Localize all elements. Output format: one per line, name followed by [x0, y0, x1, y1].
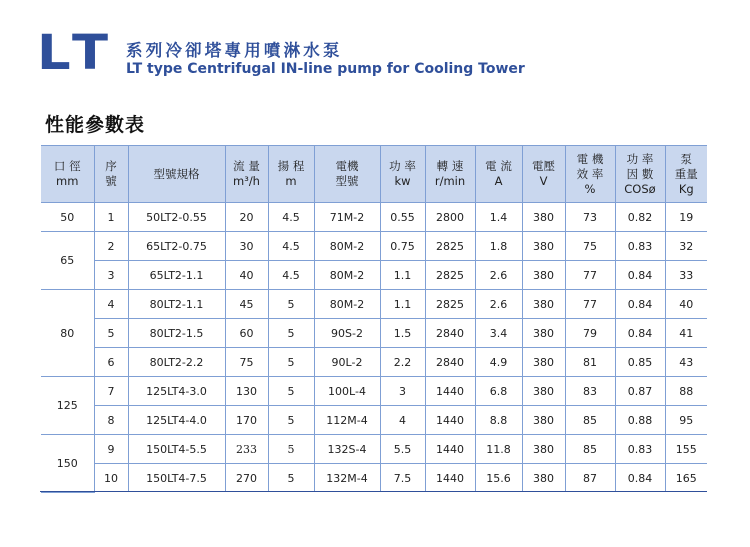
lt-logo: [37, 25, 106, 81]
table-cell: 2.2: [380, 348, 425, 377]
column-header: [225, 146, 268, 203]
table-cell: 2840: [425, 348, 475, 377]
table-cell: 2: [94, 232, 128, 261]
table-cell: 8: [94, 406, 128, 435]
table-cell: 8.8: [475, 406, 522, 435]
table-cell: 112M-4: [314, 406, 380, 435]
column-header: [268, 146, 314, 203]
table-cell: 380: [522, 319, 565, 348]
column-header-line2: V: [539, 174, 548, 188]
table-cell: 2800: [425, 203, 475, 232]
table-cell: 0.87: [615, 377, 665, 406]
table-cell: 270: [225, 464, 268, 493]
table-row: [41, 435, 707, 464]
table-row: [41, 348, 707, 377]
logo-letter-t: T: [71, 25, 106, 81]
table-cell: 165: [665, 464, 707, 493]
column-header: [94, 146, 128, 203]
table-cell: 90S-2: [314, 319, 380, 348]
table-cell: 41: [665, 319, 707, 348]
caliber-cell: 150: [41, 435, 94, 493]
table-cell: 0.84: [615, 261, 665, 290]
table-cell: 0.84: [615, 290, 665, 319]
table-cell: 19: [665, 203, 707, 232]
table-cell: 5: [268, 406, 314, 435]
table-cell: 0.85: [615, 348, 665, 377]
table-cell: 15.6: [475, 464, 522, 493]
table-cell: 132M-4: [314, 464, 380, 493]
table-cell: 380: [522, 377, 565, 406]
table-cell: 155: [665, 435, 707, 464]
table-cell: 2.6: [475, 290, 522, 319]
table-cell: 1440: [425, 435, 475, 464]
table-cell: 10: [94, 464, 128, 493]
column-header-line2: mm: [56, 174, 79, 188]
table-cell: 50LT2-0.55: [128, 203, 225, 232]
table-cell: 0.84: [615, 319, 665, 348]
table-row: [41, 377, 707, 406]
column-header-line2: m³/h: [233, 174, 260, 188]
column-header-line1: 序: [105, 159, 117, 173]
table-cell: 0.84: [615, 464, 665, 493]
column-header-line2: kw: [394, 174, 411, 188]
table-cell: 80M-2: [314, 232, 380, 261]
table-cell: 1.1: [380, 290, 425, 319]
table-cell: 4: [94, 290, 128, 319]
column-header-line3: %: [584, 181, 596, 196]
column-header: [565, 146, 615, 203]
table-row: [41, 203, 707, 232]
table-cell: 233: [225, 435, 268, 464]
table-cell: 65LT2-0.75: [128, 232, 225, 261]
column-header-line1: 功 率: [389, 159, 416, 173]
title-chinese: 系列冷卻塔專用噴淋水泵: [126, 41, 343, 60]
column-header-line1: 電機: [335, 159, 359, 173]
column-header-line1: 轉 速: [436, 159, 464, 173]
column-header-line2: 型號: [335, 174, 359, 188]
table-cell: 80LT2-2.2: [128, 348, 225, 377]
table-cell: 65LT2-1.1: [128, 261, 225, 290]
table-cell: 30: [225, 232, 268, 261]
table-cell: 3: [94, 261, 128, 290]
table-row: [41, 290, 707, 319]
table-cell: 5: [268, 319, 314, 348]
table-cell: 380: [522, 232, 565, 261]
table-cell: 5: [268, 377, 314, 406]
table-cell: 0.82: [615, 203, 665, 232]
column-header: [128, 146, 225, 203]
table-cell: 80M-2: [314, 261, 380, 290]
table-cell: 3: [380, 377, 425, 406]
table-cell: 6: [94, 348, 128, 377]
table-cell: 0.83: [615, 435, 665, 464]
table-cell: 5: [268, 348, 314, 377]
table-cell: 0.88: [615, 406, 665, 435]
table-cell: 132S-4: [314, 435, 380, 464]
column-header-line1: 電 機: [576, 151, 604, 166]
table-cell: 2840: [425, 319, 475, 348]
section-title: 性能參數表: [45, 114, 146, 136]
bottom-rule: [40, 491, 707, 492]
table-cell: 4.5: [268, 232, 314, 261]
table-cell: 77: [565, 290, 615, 319]
table-cell: 4: [380, 406, 425, 435]
table-cell: 380: [522, 348, 565, 377]
title-english: LT type Centrifugal IN-line pump for Cooling Tower: [126, 61, 525, 77]
table-body: [41, 203, 707, 493]
column-header-line1: 流 量: [233, 159, 260, 173]
column-header-line2: 號: [105, 174, 117, 188]
table-cell: 2825: [425, 290, 475, 319]
table-cell: 5: [268, 290, 314, 319]
column-header-line1: 揚 程: [277, 159, 305, 173]
table-cell: 2825: [425, 261, 475, 290]
table-cell: 1440: [425, 464, 475, 493]
table-cell: 0.75: [380, 232, 425, 261]
column-header-line2: m: [285, 174, 297, 188]
column-header: [41, 146, 94, 203]
table-cell: 11.8: [475, 435, 522, 464]
column-header-line2: 因 數: [626, 166, 654, 181]
table-cell: 83: [565, 377, 615, 406]
table-cell: 40: [225, 261, 268, 290]
table-cell: 380: [522, 406, 565, 435]
column-header: [665, 146, 707, 203]
table-cell: 170: [225, 406, 268, 435]
table-row: [41, 319, 707, 348]
table-cell: 1: [94, 203, 128, 232]
table-cell: 80LT2-1.5: [128, 319, 225, 348]
table-cell: 80M-2: [314, 290, 380, 319]
table-cell: 125LT4-4.0: [128, 406, 225, 435]
table-cell: 3.4: [475, 319, 522, 348]
caliber-cell: 125: [41, 377, 94, 435]
table-cell: 60: [225, 319, 268, 348]
table-cell: 1440: [425, 377, 475, 406]
table-cell: 4.5: [268, 203, 314, 232]
table-cell: 73: [565, 203, 615, 232]
column-header: [615, 146, 665, 203]
table-cell: 1.5: [380, 319, 425, 348]
table-cell: 75: [225, 348, 268, 377]
column-header-line1: 電壓: [532, 159, 555, 173]
table-cell: 77: [565, 261, 615, 290]
column-header-line2: 重量: [674, 166, 698, 181]
table-cell: 88: [665, 377, 707, 406]
table-cell: 0.83: [615, 232, 665, 261]
table-cell: 100L-4: [314, 377, 380, 406]
table-cell: 150LT4-7.5: [128, 464, 225, 493]
column-header-line1: 泵: [680, 151, 692, 166]
column-header-line1: 型號規格: [153, 166, 200, 181]
column-header: [522, 146, 565, 203]
column-header-line3: Kg: [678, 181, 694, 196]
table-cell: 85: [565, 435, 615, 464]
table-cell: 40: [665, 290, 707, 319]
table-cell: 0.55: [380, 203, 425, 232]
table-cell: 1.8: [475, 232, 522, 261]
table-cell: 20: [225, 203, 268, 232]
table-cell: 380: [522, 261, 565, 290]
table-cell: 87: [565, 464, 615, 493]
column-header-line1: 電 流: [485, 159, 512, 173]
table-cell: 71M-2: [314, 203, 380, 232]
table-cell: 1.4: [475, 203, 522, 232]
table-cell: 75: [565, 232, 615, 261]
column-header: [314, 146, 380, 203]
column-header-line1: 功 率: [626, 151, 654, 166]
table-cell: 1.1: [380, 261, 425, 290]
table-cell: 130: [225, 377, 268, 406]
table-cell: 6.8: [475, 377, 522, 406]
column-header-line1: 口 徑: [53, 159, 81, 173]
table-cell: 90L-2: [314, 348, 380, 377]
table-cell: 1440: [425, 406, 475, 435]
table-cell: 80LT2-1.1: [128, 290, 225, 319]
table-header-row: [41, 146, 707, 203]
table-cell: 380: [522, 203, 565, 232]
caliber-cell: 65: [41, 232, 94, 290]
table-cell: 32: [665, 232, 707, 261]
table-cell: 380: [522, 290, 565, 319]
table-cell: 2825: [425, 232, 475, 261]
column-header: [475, 146, 522, 203]
table-cell: 380: [522, 435, 565, 464]
table-cell: 85: [565, 406, 615, 435]
table-cell: 79: [565, 319, 615, 348]
column-header-line3: COSø: [624, 181, 656, 196]
table-cell: 4.5: [268, 261, 314, 290]
table-cell: 43: [665, 348, 707, 377]
table-cell: 125LT4-3.0: [128, 377, 225, 406]
table-cell: 7.5: [380, 464, 425, 493]
table-cell: 81: [565, 348, 615, 377]
caliber-cell: 50: [41, 203, 94, 232]
table-cell: 5: [268, 435, 314, 464]
table-cell: 5: [268, 464, 314, 493]
column-header-line2: r/min: [434, 174, 466, 188]
table-row: [41, 261, 707, 290]
table-cell: 45: [225, 290, 268, 319]
table-cell: 5: [94, 319, 128, 348]
logo-letter-l: L: [37, 25, 69, 81]
table-cell: 7: [94, 377, 128, 406]
table-row: [41, 406, 707, 435]
table-cell: 380: [522, 464, 565, 493]
table-cell: 33: [665, 261, 707, 290]
caliber-cell: 80: [41, 290, 94, 377]
table-cell: 95: [665, 406, 707, 435]
column-header-line2: A: [494, 174, 503, 188]
table-row: [41, 232, 707, 261]
table-cell: 2.6: [475, 261, 522, 290]
column-header: [425, 146, 475, 203]
table-cell: 4.9: [475, 348, 522, 377]
table-cell: 9: [94, 435, 128, 464]
table-cell: 150LT4-5.5: [128, 435, 225, 464]
column-header: [380, 146, 425, 203]
column-header-line2: 效 率: [576, 166, 604, 181]
table-cell: 5.5: [380, 435, 425, 464]
performance-table: [41, 145, 707, 493]
table-row: [41, 464, 707, 493]
